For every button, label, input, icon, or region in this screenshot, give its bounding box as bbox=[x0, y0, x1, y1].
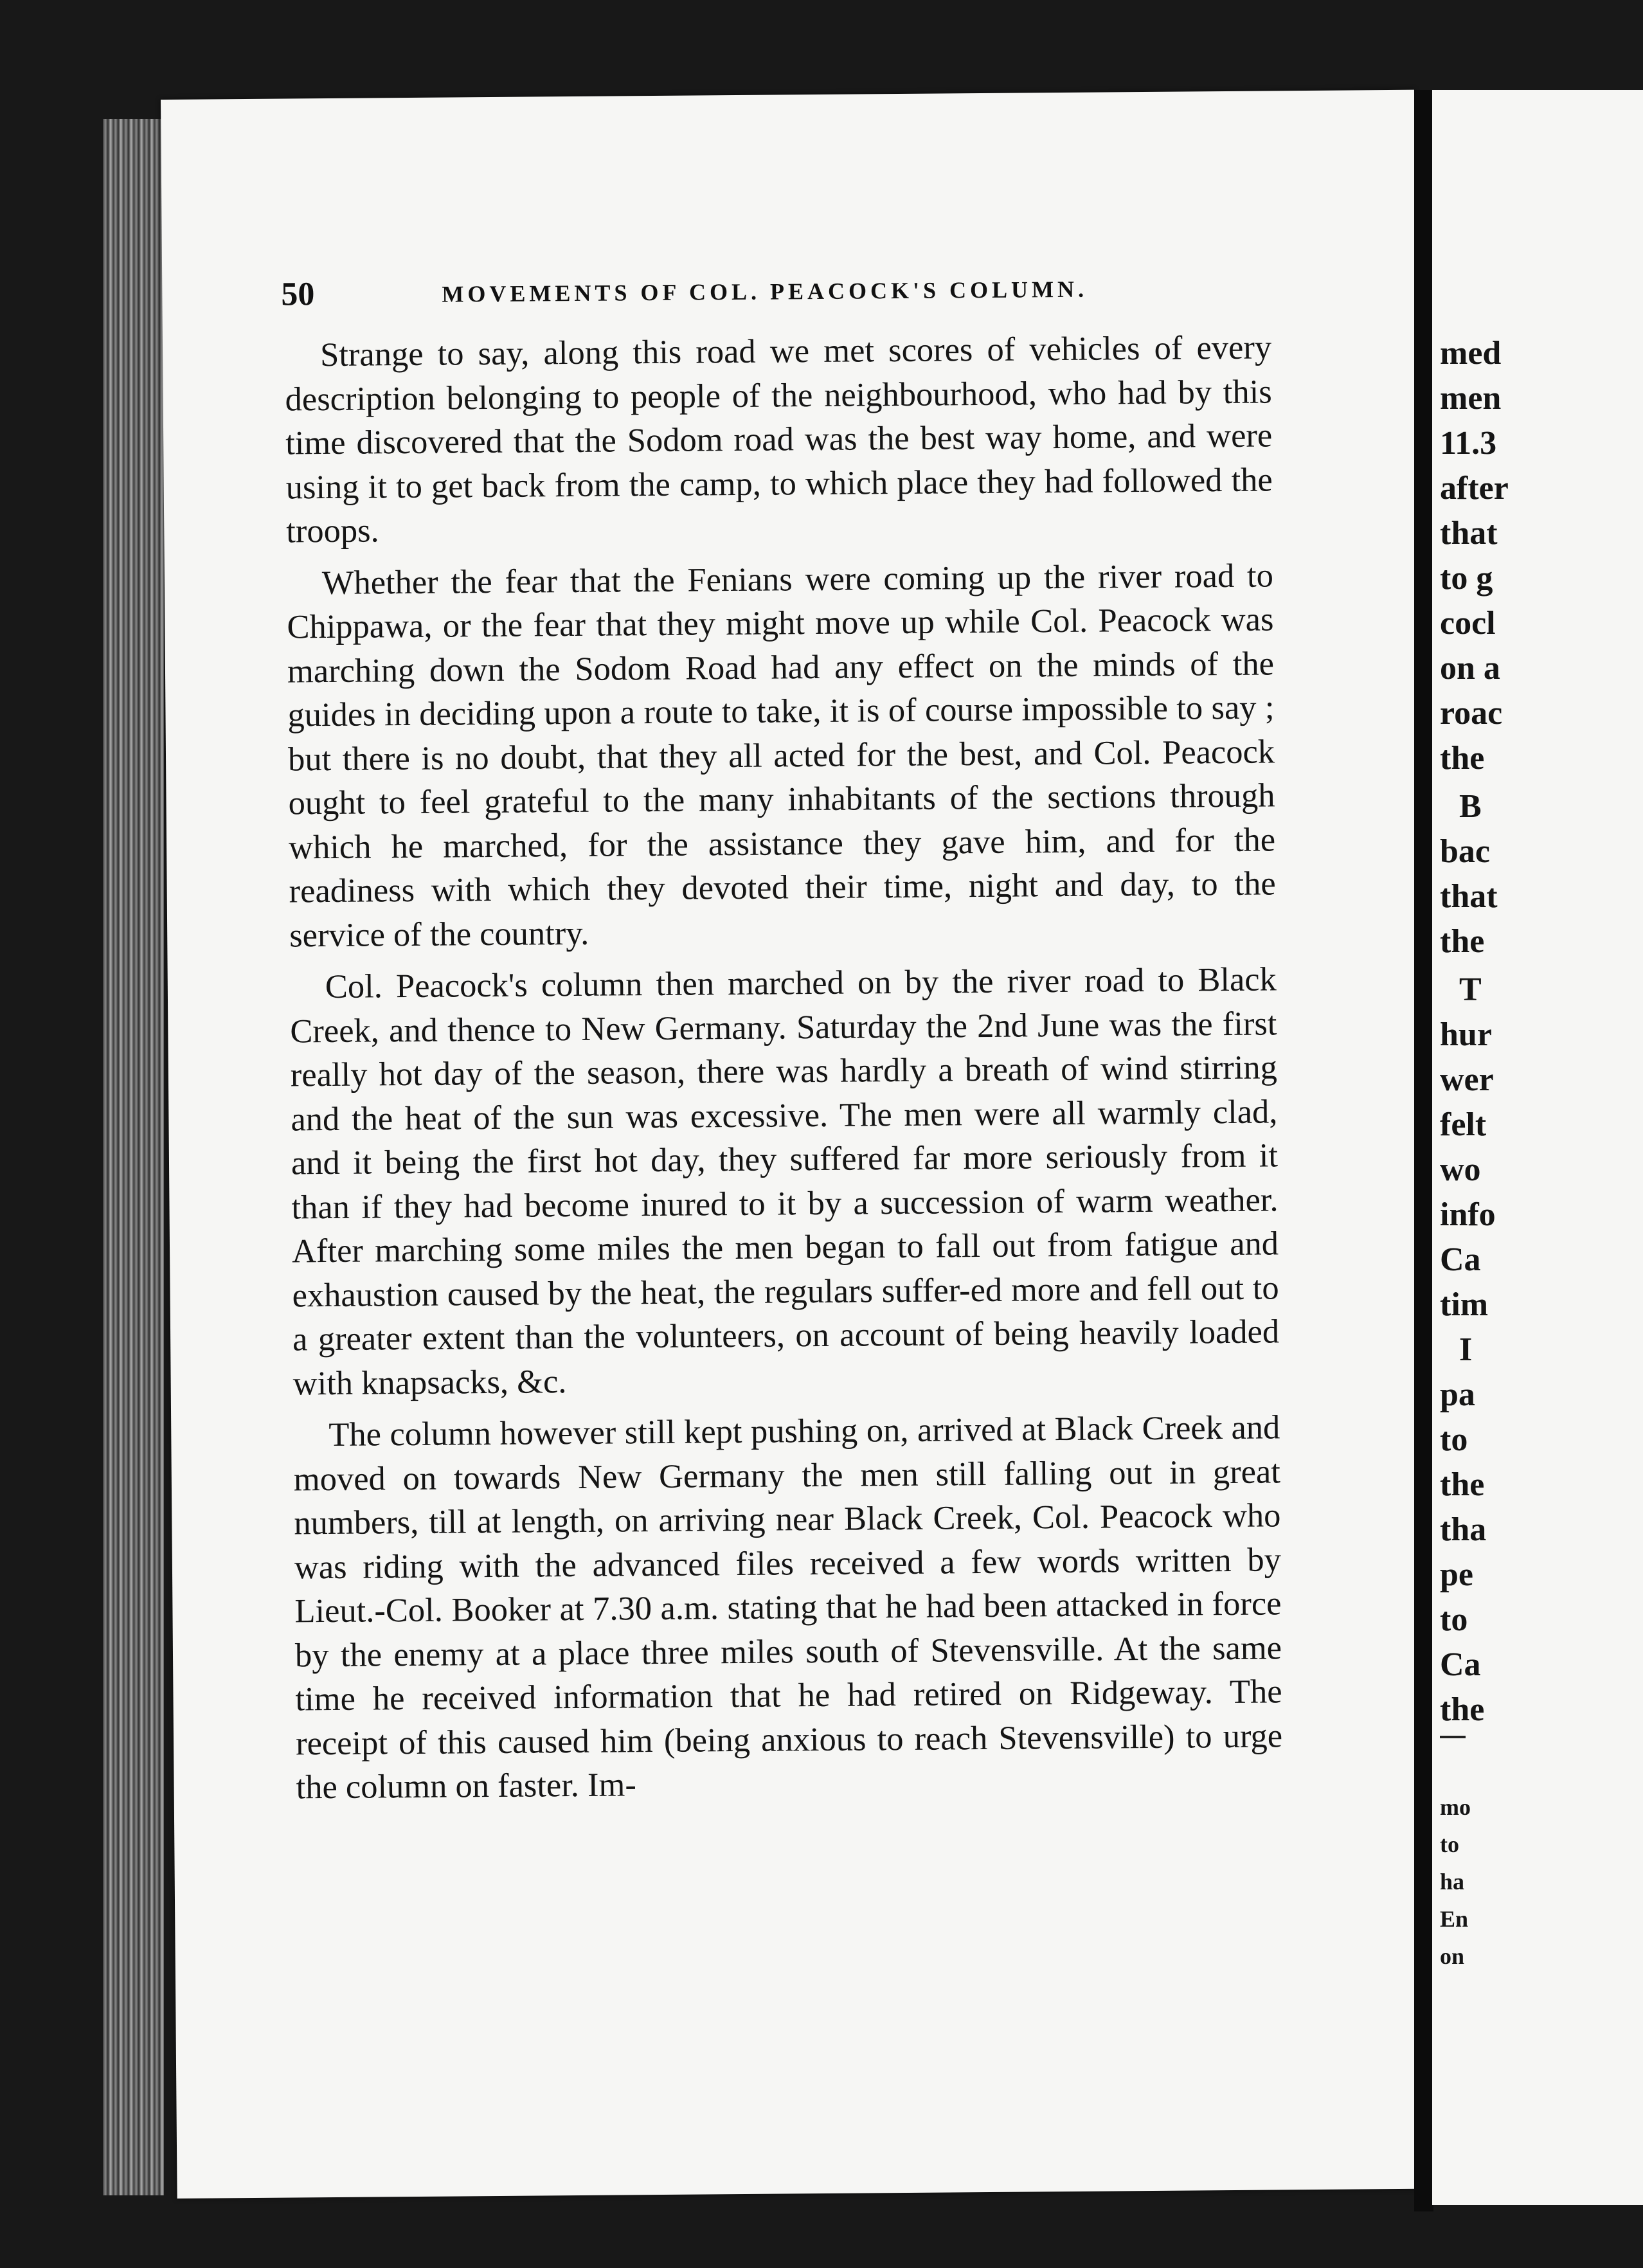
paragraph: Strange to say, along this road we met scores of vehicles of every description belonging to people of the neighbourhood, who had by this time discovered that the Sodom road was the best way home, and were using it to get back from the camp, to which place they had followed the troops. bbox=[285, 328, 1273, 550]
page-body bbox=[285, 325, 1283, 1817]
right-page-line: med bbox=[1440, 335, 1502, 372]
page-header bbox=[281, 267, 1342, 321]
right-page-line: felt bbox=[1440, 1106, 1487, 1143]
right-page-line: on a bbox=[1440, 650, 1500, 687]
page-number: 50 bbox=[281, 276, 315, 313]
right-page-line: that bbox=[1440, 878, 1498, 915]
right-page-line: the bbox=[1440, 1691, 1485, 1728]
right-page-footnote-line: on bbox=[1440, 1943, 1465, 1969]
right-page-line: to bbox=[1440, 1601, 1468, 1638]
right-page-line: 11.3 bbox=[1440, 425, 1497, 462]
right-page-line: wo bbox=[1440, 1151, 1481, 1188]
page-gutter bbox=[1414, 90, 1433, 2211]
footnote-rule bbox=[1440, 1736, 1466, 1738]
right-page-line: pe bbox=[1440, 1556, 1473, 1593]
right-page-line: tim bbox=[1440, 1286, 1489, 1323]
paragraph: Whether the fear that the Fenians were coming up the river road to Chippawa, or the fear that they might move up while Col. Peacock was marching down the Sodom Road had any effect on the minds of the guides in deciding upon a route to take, it is of course impossible to say ; but there is no doubt, that they all acted for the best, and Col. Peacock ought to feel grateful to the many inhabitants of the sections through which he marched, for the assistance they gave him, and for the readiness with which they devoted their time, night and day, to the service of the country. bbox=[287, 556, 1276, 954]
right-page-line: cocl bbox=[1440, 605, 1496, 642]
right-page-line: that bbox=[1440, 515, 1498, 552]
right-page-line: hur bbox=[1440, 1016, 1492, 1053]
right-page-footnote-line: mo bbox=[1440, 1794, 1471, 1820]
paragraph: The column however still kept pushing on, arrived at Black Creek and moved on towards New Germany the men still falling out in great numbers, till at length, on arriving near Black Creek, Col. Peacock who was riding with the advanced files received a few words written by Lieut.-Col. Booker at 7.30 a.m. stating that he had been attacked in force by the enemy at a place three miles south of Stevensville. At the same time he received information that he had retired on Ridgeway. The receipt of this caused him (being anxious to reach Stevensville) to urge the column on faster. Im- bbox=[293, 1408, 1283, 1806]
right-page-footnote-line: to bbox=[1440, 1832, 1459, 1857]
right-page-line: the bbox=[1440, 740, 1485, 777]
right-page-line: B bbox=[1459, 788, 1482, 825]
right-page-line: to bbox=[1440, 1421, 1468, 1458]
right-page-line: Ca bbox=[1440, 1241, 1481, 1278]
running-head: MOVEMENTS OF COL. PEACOCK'S COLUMN. bbox=[442, 276, 1088, 307]
right-page-line: I bbox=[1459, 1331, 1473, 1368]
book-spine-edge bbox=[103, 119, 164, 2195]
paragraph: Col. Peacock's column then marched on by the river road to Black Creek, and thence to New Germany. Saturday the 2nd June was the first really hot day of the season, there was hardly a breath of wind stirring and the heat of the sun was excessive. The men were all warmly clad, and it being the first hot day, they suffered far more seriously from it than if they had become inured to it by a succession of warm weather. After marching some miles the men began to fall out from fatigue and exhaustion caused by the heat, the regulars suffer-ed more and fell out to a greater extent than the volunteers, on account of being heavily loaded with knapsacks, &c. bbox=[290, 960, 1280, 1402]
right-page-line: tha bbox=[1440, 1511, 1487, 1548]
right-page-line: the bbox=[1440, 1466, 1485, 1503]
left-page bbox=[161, 90, 1431, 2199]
right-page-line: Ca bbox=[1440, 1646, 1481, 1683]
right-page-line: T bbox=[1459, 971, 1482, 1008]
right-page-line: info bbox=[1440, 1196, 1496, 1233]
right-page-line: men bbox=[1440, 380, 1502, 417]
right-page-line: to g bbox=[1440, 560, 1493, 597]
right-page-line: the bbox=[1440, 923, 1485, 960]
right-page-line: bac bbox=[1440, 833, 1490, 870]
right-page-line: wer bbox=[1440, 1061, 1494, 1098]
right-page-line: after bbox=[1440, 470, 1509, 507]
right-page-footnote-line: ha bbox=[1440, 1869, 1465, 1895]
right-page-line: pa bbox=[1440, 1376, 1475, 1413]
right-page-line: roac bbox=[1440, 695, 1503, 732]
right-page-footnote-line: En bbox=[1440, 1906, 1469, 1932]
